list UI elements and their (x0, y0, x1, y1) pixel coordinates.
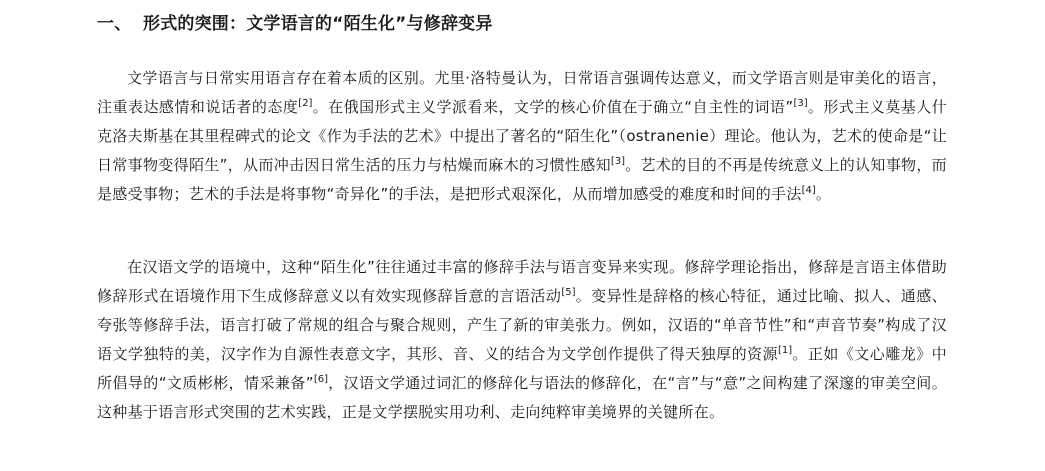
citation-ref: [3] (793, 98, 808, 109)
citation-ref: [1] (778, 345, 793, 356)
paragraph-text: 文学语言与日常实用语言存在着本质的区别。尤里·洛特曼认为，日常语言强调传达意义，而文学语言则是审美化的语言，注重表达感情和说话者的态度 (97, 69, 947, 116)
section-number: 一、 (97, 14, 132, 34)
section-title: 形式的突围：文学语言的“陌生化”与修辞变异 (143, 14, 493, 34)
paragraph-text: 。在俄国形式主义学派看来，文学的核心价值在于确立“自主性的词语” (312, 98, 794, 116)
paragraph-text: 。 (815, 185, 832, 203)
paragraph-text: 。艺术的目的不再是传统意义上的认知事物，而是感受事物；艺术的手法是将事物“奇异化”的手法，是把形式艰深化，从而增加感受的难度和时间的手法 (97, 156, 947, 203)
paragraph-text: 。变异性是辞格的核心特征，通过比喻、拟人、通感、夸张等修辞手法，语言打破了常规的组合与聚合规则，产生了新的审美张力。例如，汉语的“单音节性”和“声音节奏”构成了汉语文学独特的美，汉字作为自源性表意文字，其形、音、义的结合为文学创作提供了得天独厚的资源 (97, 287, 947, 363)
paragraph-formalism (97, 64, 947, 209)
citation-ref: [4] (801, 185, 816, 196)
paragraph-text: 在汉语文学的语境中，这种“陌生化”往往通过丰富的修辞手法与语言变异来实现。修辞学理论指出，修辞是言语主体借助修辞形式在语境作用下生成修辞意义以有效实现修辞旨意的言语活动 (97, 258, 947, 305)
citation-ref: [6] (313, 374, 328, 385)
citation-ref: [5] (561, 287, 576, 298)
paragraph-text: 。正如《文心雕龙》中所倡导的“文质彬彬，情采兼备” (97, 345, 947, 392)
paragraph-text: ，汉语文学通过词汇的修辞化与语法的修辞化，在“言”与“意”之间构建了深邃的审美空间。这种基于语言形式突围的艺术实践，正是文学摆脱实用功利、走向纯粹审美境界的关键所在。 (97, 374, 947, 421)
paragraph-rhetoric (97, 253, 947, 427)
section-heading (97, 11, 493, 37)
citation-ref: [2] (298, 98, 313, 109)
citation-ref: [3] (610, 156, 626, 167)
paragraph-text: 。形式主义莫基人什克洛夫斯基在其里程碑式的论文《作为手法的艺术》中提出了著名的“陌生化”（ostranenie）理论。他认为，艺术的使命是“让日常事物变得陌生”，从而冲击因日常生活的压力与枯燥而麻木的习惯性感知 (97, 98, 948, 174)
